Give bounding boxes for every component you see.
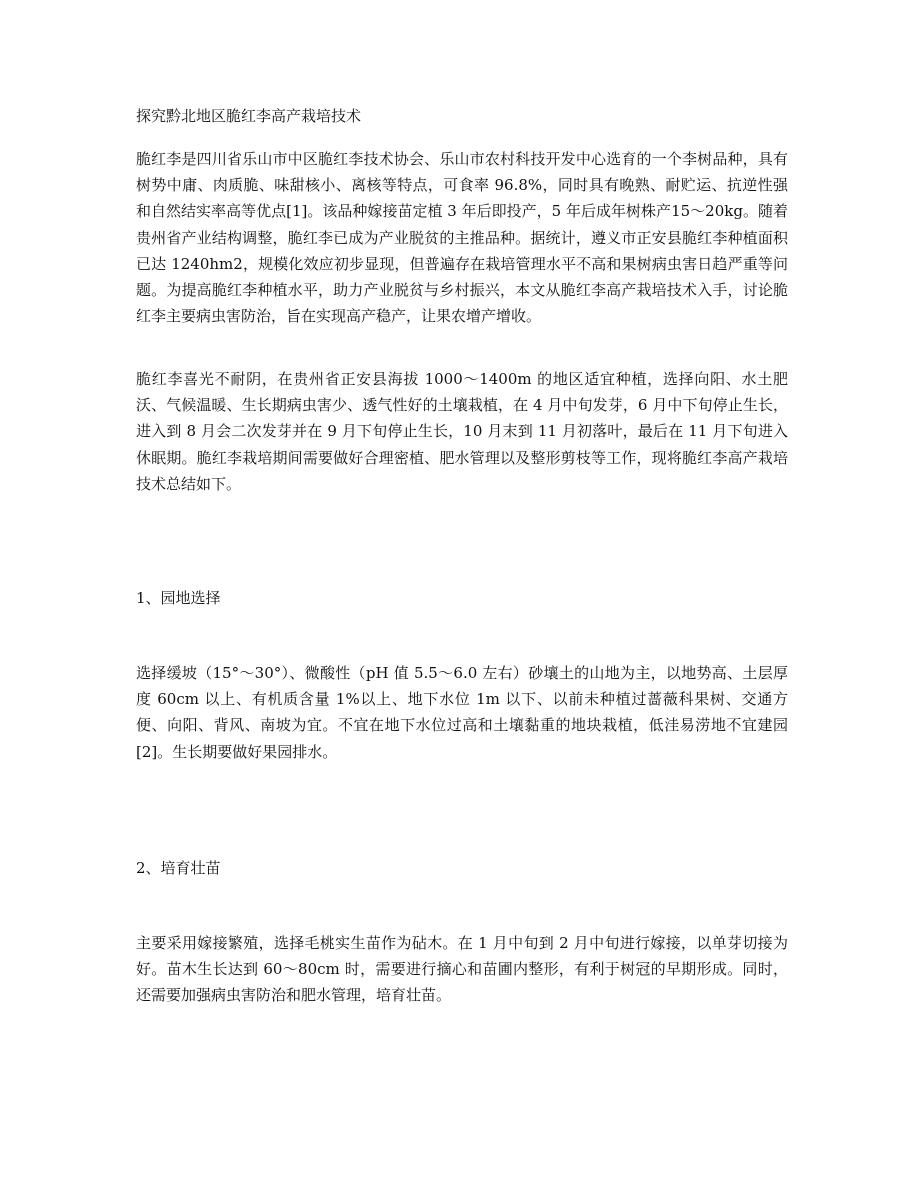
- section-body-seedling-cultivation: 主要采用嫁接繁殖，选择毛桃实生苗作为砧木。在 1 月中旬到 2 月中旬进行嫁接，以单芽切接为好。苗木生长达到 60～80cm 时，需要进行摘心和苗圃内整形，有利于树冠的早期形成。同时，还需要加强病虫害防治和肥水管理，培育壮苗。: [136, 934, 788, 1005]
- section-heading-site-selection: 1、园地选择: [136, 589, 221, 607]
- document-title: 探究黔北地区脆红李高产栽培技术: [136, 107, 362, 125]
- intro-paragraph-2: 脆红李喜光不耐阴，在贵州省正安县海拔 1000～1400m 的地区适宜种植，选择向阳、水土肥沃、气候温暖、生长期病虫害少、透气性好的土壤栽植，在 4 月中旬发芽，6 月中下旬停止生长，进入到 8 月会二次发芽并在 9 月下旬停止生长，10 月末到 11 月初落叶，最后在 11 月下旬进入休眠期。脆红李栽培期间需要做好合理密植、肥水管理以及整形剪枝等工作，现将脆红李高产栽培技术总结如下。: [136, 370, 788, 493]
- section-heading-seedling-cultivation: 2、培育壮苗: [136, 859, 221, 877]
- section-body-site-selection: 选择缓坡（15°～30°）、微酸性（pH 值 5.5～6.0 左右）砂壤土的山地为主，以地势高、土层厚度 60cm 以上、有机质含量 1%以上、地下水位 1m 以下、以前未种植过蔷薇科果树、交通方便、向阳、背风、南坡为宜。不宜在地下水位过高和土壤黏重的地块栽植，低洼易涝地不宜建园[2]。生长期要做好果园排水。: [136, 664, 788, 761]
- intro-paragraph-1: 脆红李是四川省乐山市中区脆红李技术协会、乐山市农村科技开发中心选育的一个李树品种，具有树势中庸、肉质脆、味甜核小、离核等特点，可食率 96.8%，同时具有晚熟、耐贮运、抗逆性强和自然结实率高等优点[1]。该品种嫁接苗定植 3 年后即投产，5 年后成年树株产15～20kg。随着贵州省产业结构调整，脆红李已成为产业脱贫的主推品种。据统计，遵义市正安县脆红李种植面积已达 1240hm2，规模化效应初步显现，但普遍存在栽培管理水平不高和果树病虫害日趋严重等问题。为提高脆红李种植水平，助力产业脱贫与乡村振兴，本文从脆红李高产栽培技术入手，讨论脆红李主要病虫害防治，旨在实现高产稳产，让果农增产增收。: [136, 150, 788, 326]
